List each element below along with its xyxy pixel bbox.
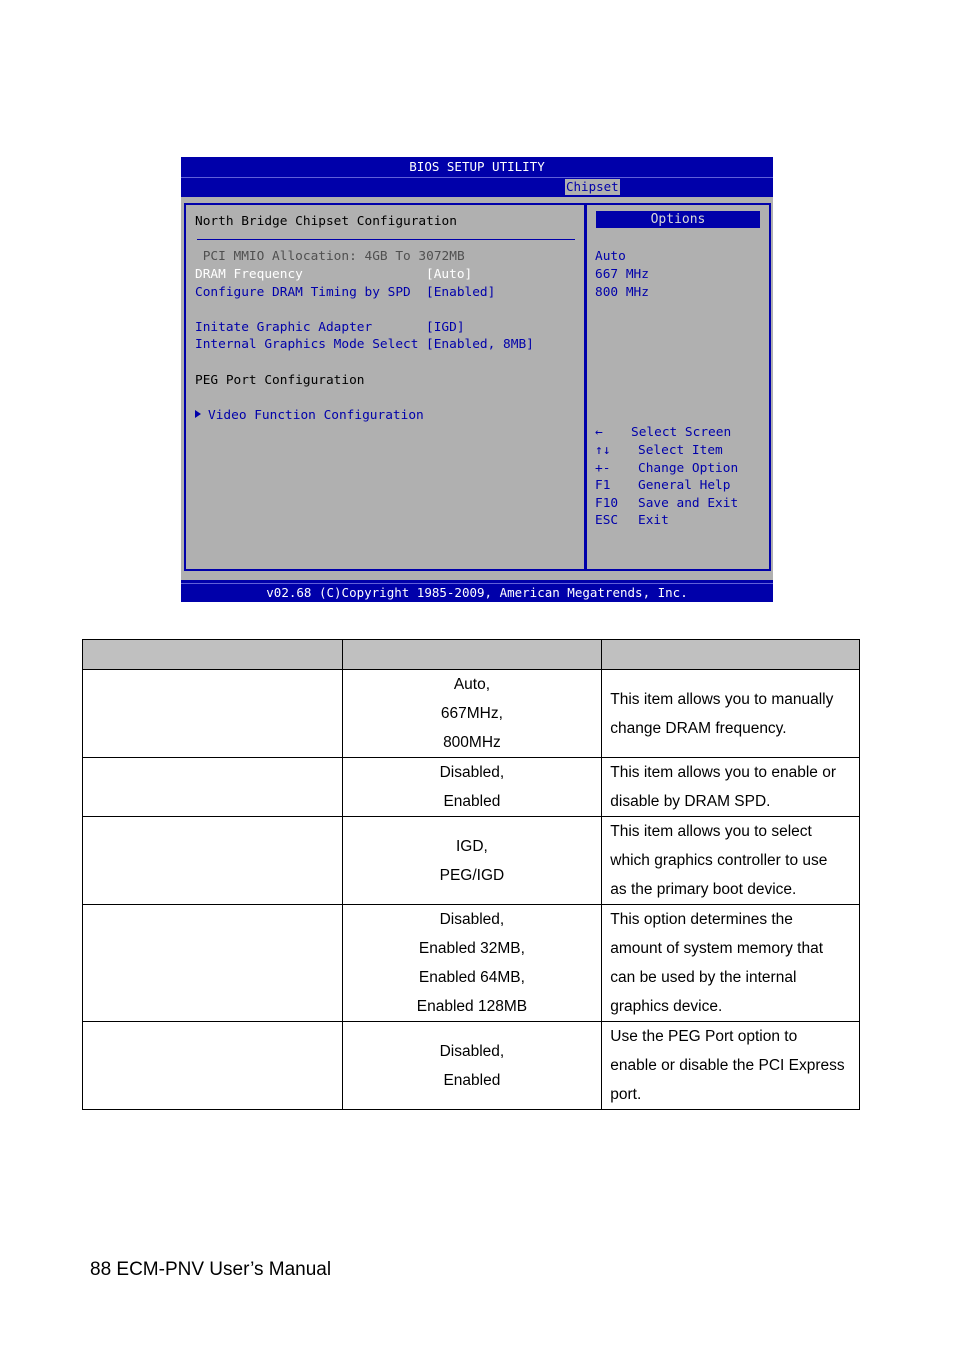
setting-graphics-mode-label[interactable]: Internal Graphics Mode Select [195,337,419,352]
tab-chipset[interactable]: Chipset [566,179,619,194]
description-line: This item allows you to manually [610,690,834,708]
help-action: General Help [638,478,731,493]
setting-graphic-adapter-value[interactable]: [IGD] [426,320,465,335]
option-item[interactable]: Auto [595,249,626,264]
setting-graphics-mode-value[interactable]: [Enabled, 8MB] [426,337,534,352]
options-table [82,639,860,1110]
table-header-cell [83,640,343,670]
table-cell-options [342,758,602,817]
description-line: change DRAM frequency. [610,719,787,737]
bios-help-panel [584,203,771,571]
setting-dram-frequency-value[interactable]: [Auto] [426,267,473,282]
description-line: This item allows you to select [610,823,812,840]
pci-mmio-allocation: PCI MMIO Allocation: 4GB To 3072MB [195,249,465,264]
table-cell-setting [83,670,343,758]
option-value: IGD, [455,837,488,855]
setting-dram-frequency-label[interactable]: DRAM Frequency [195,267,303,282]
help-action: Select Item [638,443,723,458]
section-title: North Bridge Chipset Configuration [195,214,457,229]
help-action: Save and Exit [638,496,739,511]
submenu-arrow-icon [195,410,201,418]
option-value: Disabled, [439,911,505,928]
table-row [83,817,860,905]
table-cell-description [602,905,860,1022]
table-cell-description [602,817,860,905]
description-line: amount of system memory that [610,940,824,957]
bios-title: BIOS SETUP UTILITY [409,159,545,174]
submenu-video-function[interactable] [195,408,424,424]
page-footer: 88 ECM-PNV User’s Manual [90,1259,332,1280]
table-row [83,1022,860,1110]
table-cell-description [602,758,860,817]
description-line: as the primary boot device. [610,881,797,898]
help-action: Change Option [638,461,739,476]
description-line: This option determines the [610,911,793,928]
table-header-cell [342,640,602,670]
option-item[interactable]: 667 MHz [595,267,649,282]
table-cell-options [342,905,602,1022]
table-cell-description [602,670,860,758]
bios-settings-panel [184,203,587,571]
table-cell-setting [83,758,343,817]
description-line: which graphics controller to use [610,852,828,869]
peg-heading: PEG Port Configuration [195,373,365,388]
table-cell-setting [83,905,343,1022]
bios-screenshot [181,157,773,602]
help-key: F10 [595,496,619,511]
help-key: ← [595,425,603,440]
description-line: disable by DRAM SPD. [610,793,771,810]
option-value: Disabled, [439,764,505,781]
option-value: Enabled 64MB, [418,969,525,986]
bios-copyright-footer: v02.68 (C)Copyright 1985-2009, American Megatrends, Inc. [181,583,773,601]
help-action: Select Screen [631,425,732,440]
option-item[interactable]: 800 MHz [595,285,649,300]
table-cell-options [342,1022,602,1110]
description-line: can be used by the internal [610,969,797,986]
description-line: enable or disable the PCI Express [610,1057,845,1074]
table-row [83,670,860,758]
option-value: Enabled [443,793,501,810]
option-value: Enabled 128MB [416,998,528,1015]
option-value: 667MHz, [440,705,503,722]
options-header: Options [596,211,760,228]
help-key: ESC [595,513,619,528]
option-value: 800MHz [443,734,501,751]
description-line: Use the PEG Port option to [610,1028,798,1045]
description-line: This item allows you to enable or [610,764,836,781]
help-key: F1 [595,478,611,493]
option-value: Enabled [443,1071,501,1089]
table-header-row [83,640,860,670]
submenu-label: Video Function Configuration [208,408,424,423]
table-cell-description [602,1022,860,1110]
table-row [83,905,860,1022]
table-cell-setting [83,1022,343,1110]
table-header-cell [602,640,860,670]
table-cell-setting [83,817,343,905]
help-key: ↑↓ [595,443,611,458]
description-line: graphics device. [610,998,723,1015]
option-value: Disabled, [439,1042,505,1060]
option-value: Auto, [453,676,491,693]
bios-main-frame [181,197,773,580]
section-divider [197,239,575,240]
help-key: +- [595,461,611,476]
bios-tab-bar [181,177,773,196]
table-cell-options [342,670,602,758]
setting-dram-timing-value[interactable]: [Enabled] [426,285,496,300]
description-line: port. [610,1086,642,1103]
option-value: Enabled 32MB, [418,940,525,957]
setting-graphic-adapter-label[interactable]: Initate Graphic Adapter [195,320,373,335]
help-action: Exit [638,513,669,528]
option-value: PEG/IGD [439,866,505,884]
table-cell-options [342,817,602,905]
setting-dram-timing-label[interactable]: Configure DRAM Timing by SPD [195,285,411,300]
table-row [83,758,860,817]
